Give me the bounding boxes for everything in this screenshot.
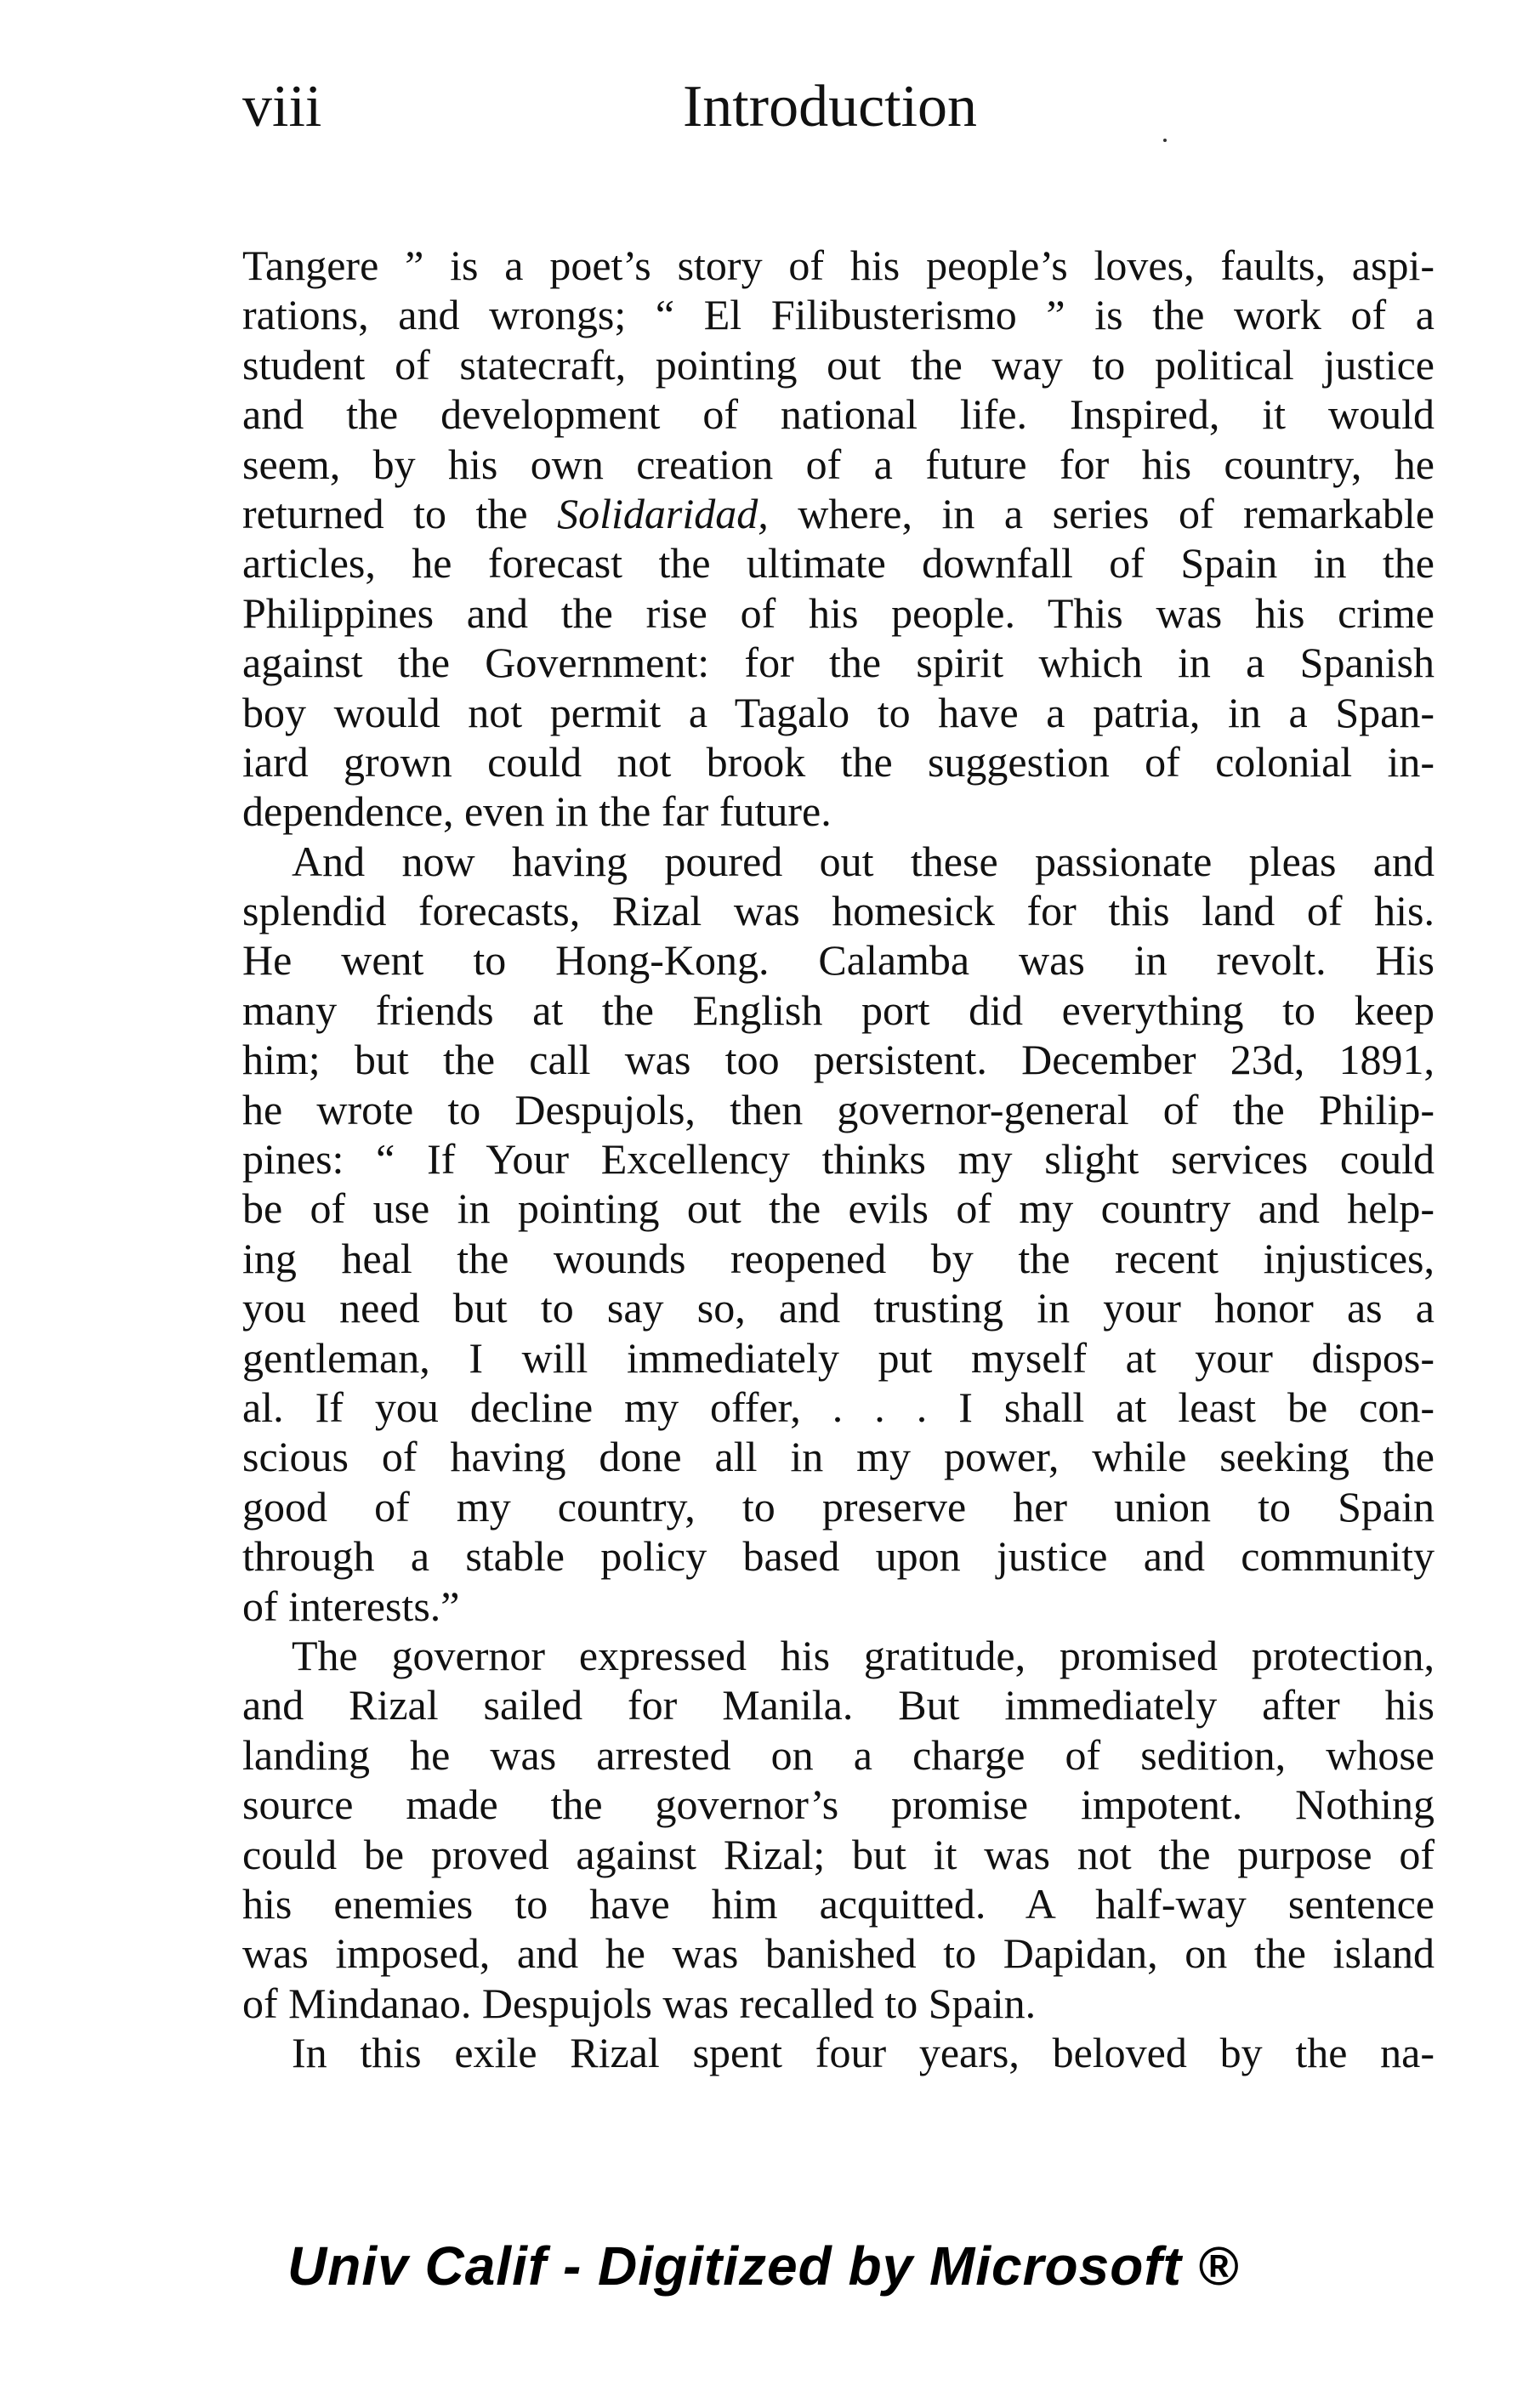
- text-line: pines: “ If Your Excellency thinks my slight services could: [242, 1135, 1435, 1184]
- text-line: you need but to say so, and trusting in your honor as a: [242, 1284, 1435, 1332]
- text-line: of interests.”: [242, 1582, 460, 1630]
- text-line: boy would not permit a Tagalo to have a patria, in a Span-: [242, 688, 1435, 736]
- paragraph: [242, 1631, 1435, 2028]
- text-line: Tangere ” is a poet’s story of his people’s loves, faults, aspi-: [242, 241, 1435, 289]
- text-line: splendid forecasts, Rizal was homesick for this land of his.: [242, 887, 1435, 935]
- text-line: he wrote to Despujols, then governor-general of the Philip-: [242, 1085, 1435, 1133]
- text-line: scious of having done all in my power, while seeking the: [242, 1433, 1435, 1481]
- text-line: could be proved against Rizal; but it was not the purpose of: [242, 1830, 1435, 1878]
- text-line: [242, 489, 1435, 538]
- text-line: against the Government: for the spirit which in a Spanish: [242, 639, 1435, 687]
- text-line: and the development of national life. Inspired, it would: [242, 390, 1435, 439]
- text-line: him; but the call was too persistent. December 23d, 1891,: [242, 1036, 1435, 1084]
- text-line: ing heal the wounds reopened by the recent injustices,: [242, 1234, 1435, 1282]
- text-line: seem, by his own creation of a future for his country, he: [242, 440, 1435, 488]
- text-line: his enemies to have him acquitted. A half-way sentence: [242, 1879, 1435, 1928]
- text-line: through a stable policy based upon justice and community: [242, 1532, 1435, 1581]
- text-line: source made the governor’s promise impotent. Nothing: [242, 1780, 1435, 1829]
- text-line: He went to Hong-Kong. Calamba was in revolt. His: [242, 936, 1435, 985]
- text-line: landing he was arrested on a charge of sedition, whose: [242, 1730, 1435, 1779]
- text-line: articles, he forecast the ultimate downfall of Spain in the: [242, 539, 1435, 588]
- body-text: [242, 241, 1435, 2077]
- text-line: and Rizal sailed for Manila. But immediately after his: [242, 1681, 1435, 1729]
- text-line: In this exile Rizal spent four years, beloved by the na-: [292, 2029, 1435, 2077]
- text-line: rations, and wrongs; “ El Filibusterismo ” is the work of a: [242, 291, 1435, 339]
- text-line: The governor expressed his gratitude, promised protection,: [292, 1631, 1435, 1679]
- text-line: And now having poured out these passionate pleas and: [292, 837, 1435, 885]
- text-line: good of my country, to preserve her union to Spain: [242, 1482, 1435, 1531]
- italic-title: Solidaridad,: [557, 489, 769, 537]
- text-line: be of use in pointing out the evils of my country and help-: [242, 1184, 1435, 1233]
- scan-speck: [1163, 139, 1167, 142]
- text-segment: returned to the: [242, 489, 558, 537]
- paragraph: [242, 2028, 1435, 2077]
- paragraph: [242, 837, 1435, 1631]
- page-number: viii: [242, 74, 322, 139]
- text-line: student of statecraft, pointing out the way to political justice: [242, 340, 1435, 389]
- text-line: Philippines and the rise of his people. This was his crime: [242, 588, 1435, 637]
- digitization-watermark: Univ Calif - Digitized by Microsoft ®: [287, 2235, 1239, 2297]
- text-line: gentleman, I will immediately put myself at your dispos-: [242, 1333, 1435, 1382]
- running-header-title: Introduction: [683, 74, 978, 139]
- text-line: al. If you decline my offer, . . . I shall at least be con-: [242, 1383, 1435, 1431]
- text-line: was imposed, and he was banished to Dapidan, on the island: [242, 1929, 1435, 1978]
- text-segment: where, in a series of remarkable: [768, 489, 1435, 537]
- text-line: of Mindanao. Despujols was recalled to Spain.: [242, 1979, 1037, 2027]
- text-line: many friends at the English port did everything to keep: [242, 985, 1435, 1034]
- text-line: dependence, even in the far future.: [242, 787, 832, 836]
- text-line: iard grown could not brook the suggestion of colonial in-: [242, 737, 1435, 786]
- paragraph: [242, 241, 1435, 837]
